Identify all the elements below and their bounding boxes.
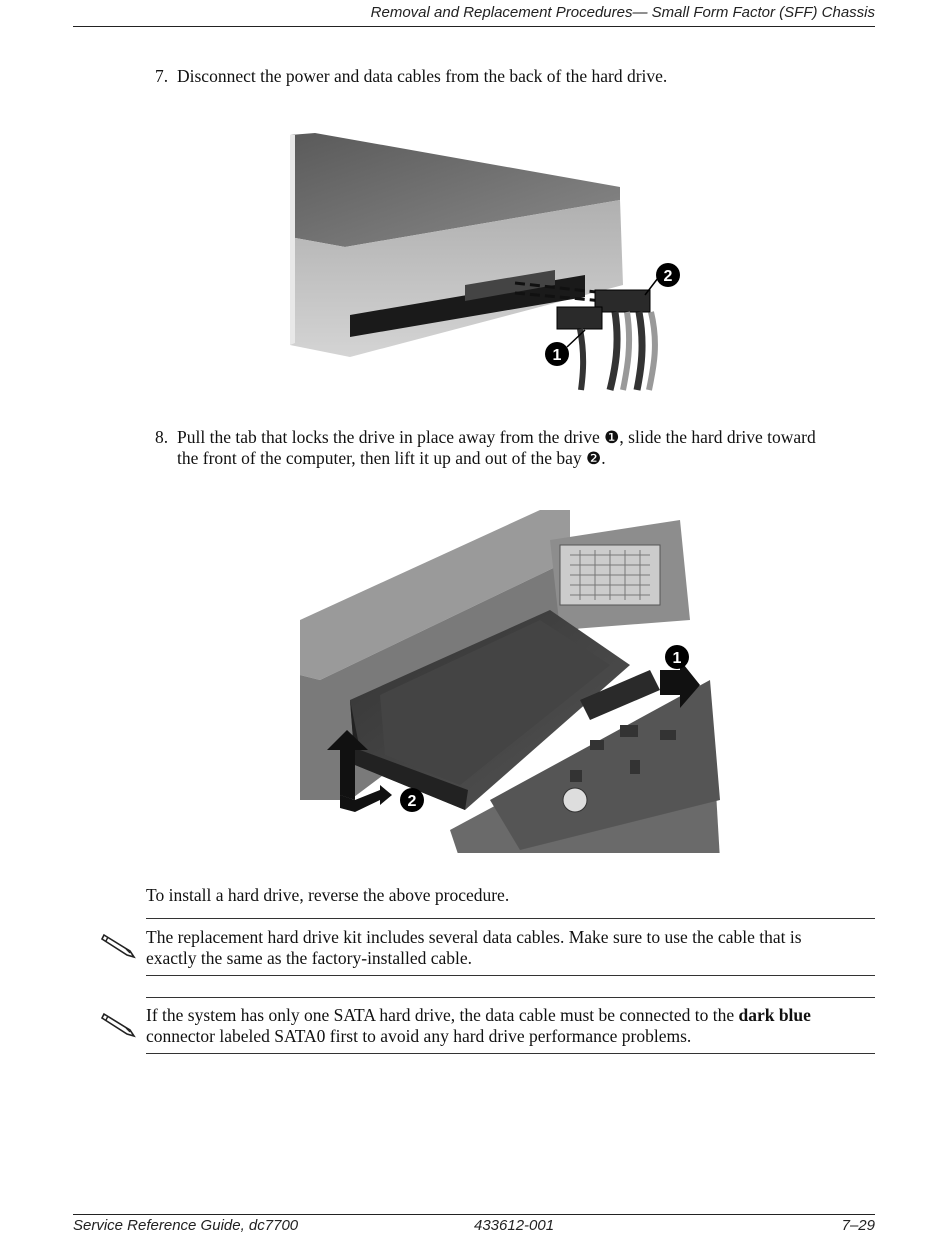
step-number: 7. (155, 66, 169, 86)
note-line: exactly the same as the factory-installed cable. (146, 948, 473, 968)
step-text-part: the front of the computer, then lift it up and out of the bay (177, 448, 586, 468)
step-number: 8. (155, 427, 169, 447)
install-paragraph: To install a hard drive, reverse the above procedure. (146, 885, 510, 905)
note-line: If the system has only one SATA hard drive, the data cable must be connected to the (146, 1005, 739, 1025)
step-7 (155, 66, 875, 88)
callout-2-label: 2 (663, 268, 673, 285)
note-1-bottom-rule (146, 975, 875, 976)
step-text-part: . (601, 448, 606, 468)
note-line: The replacement hard drive kit includes several data cables. Make sure to use the cable that is (146, 927, 802, 947)
footer-page-number: 7–29 (841, 1217, 875, 1234)
footer-guide-title: Service Reference Guide, dc7700 (73, 1217, 299, 1234)
running-header: Removal and Replacement Procedures— Small Form Factor (SFF) Chassis (370, 4, 875, 21)
emphasis-dark-blue: dark blue (738, 1005, 811, 1025)
step-8 (155, 427, 875, 471)
note-1-text (146, 927, 875, 969)
header-rule (73, 26, 875, 27)
pencil-note-icon (100, 1008, 140, 1038)
step-text (177, 427, 877, 469)
figure-remove-hard-drive (290, 500, 730, 860)
callout-1-label: 1 (552, 347, 562, 364)
note-2-bottom-rule (146, 1053, 875, 1054)
callout-1-label: 1 (672, 650, 682, 667)
footer-rule (73, 1214, 875, 1215)
callout-2-ref: ❷ (586, 449, 602, 468)
pencil-note-icon (100, 929, 140, 959)
figure-disconnect-cables (285, 125, 685, 400)
note-1-top-rule (146, 918, 875, 919)
step-text-part: Pull the tab that locks the drive in place away from the drive (177, 427, 605, 447)
footer-part-number: 433612-001 (474, 1217, 555, 1234)
note-2-text (146, 1005, 875, 1047)
callout-2-label: 2 (407, 793, 417, 810)
callout-1-ref: ❶ (604, 428, 620, 447)
step-text-part: , slide the hard drive toward (619, 427, 816, 447)
note-2-top-rule (146, 997, 875, 998)
step-text: Disconnect the power and data cables from the back of the hard drive. (177, 66, 668, 86)
note-line: connector labeled SATA0 first to avoid any hard drive performance problems. (146, 1026, 692, 1046)
